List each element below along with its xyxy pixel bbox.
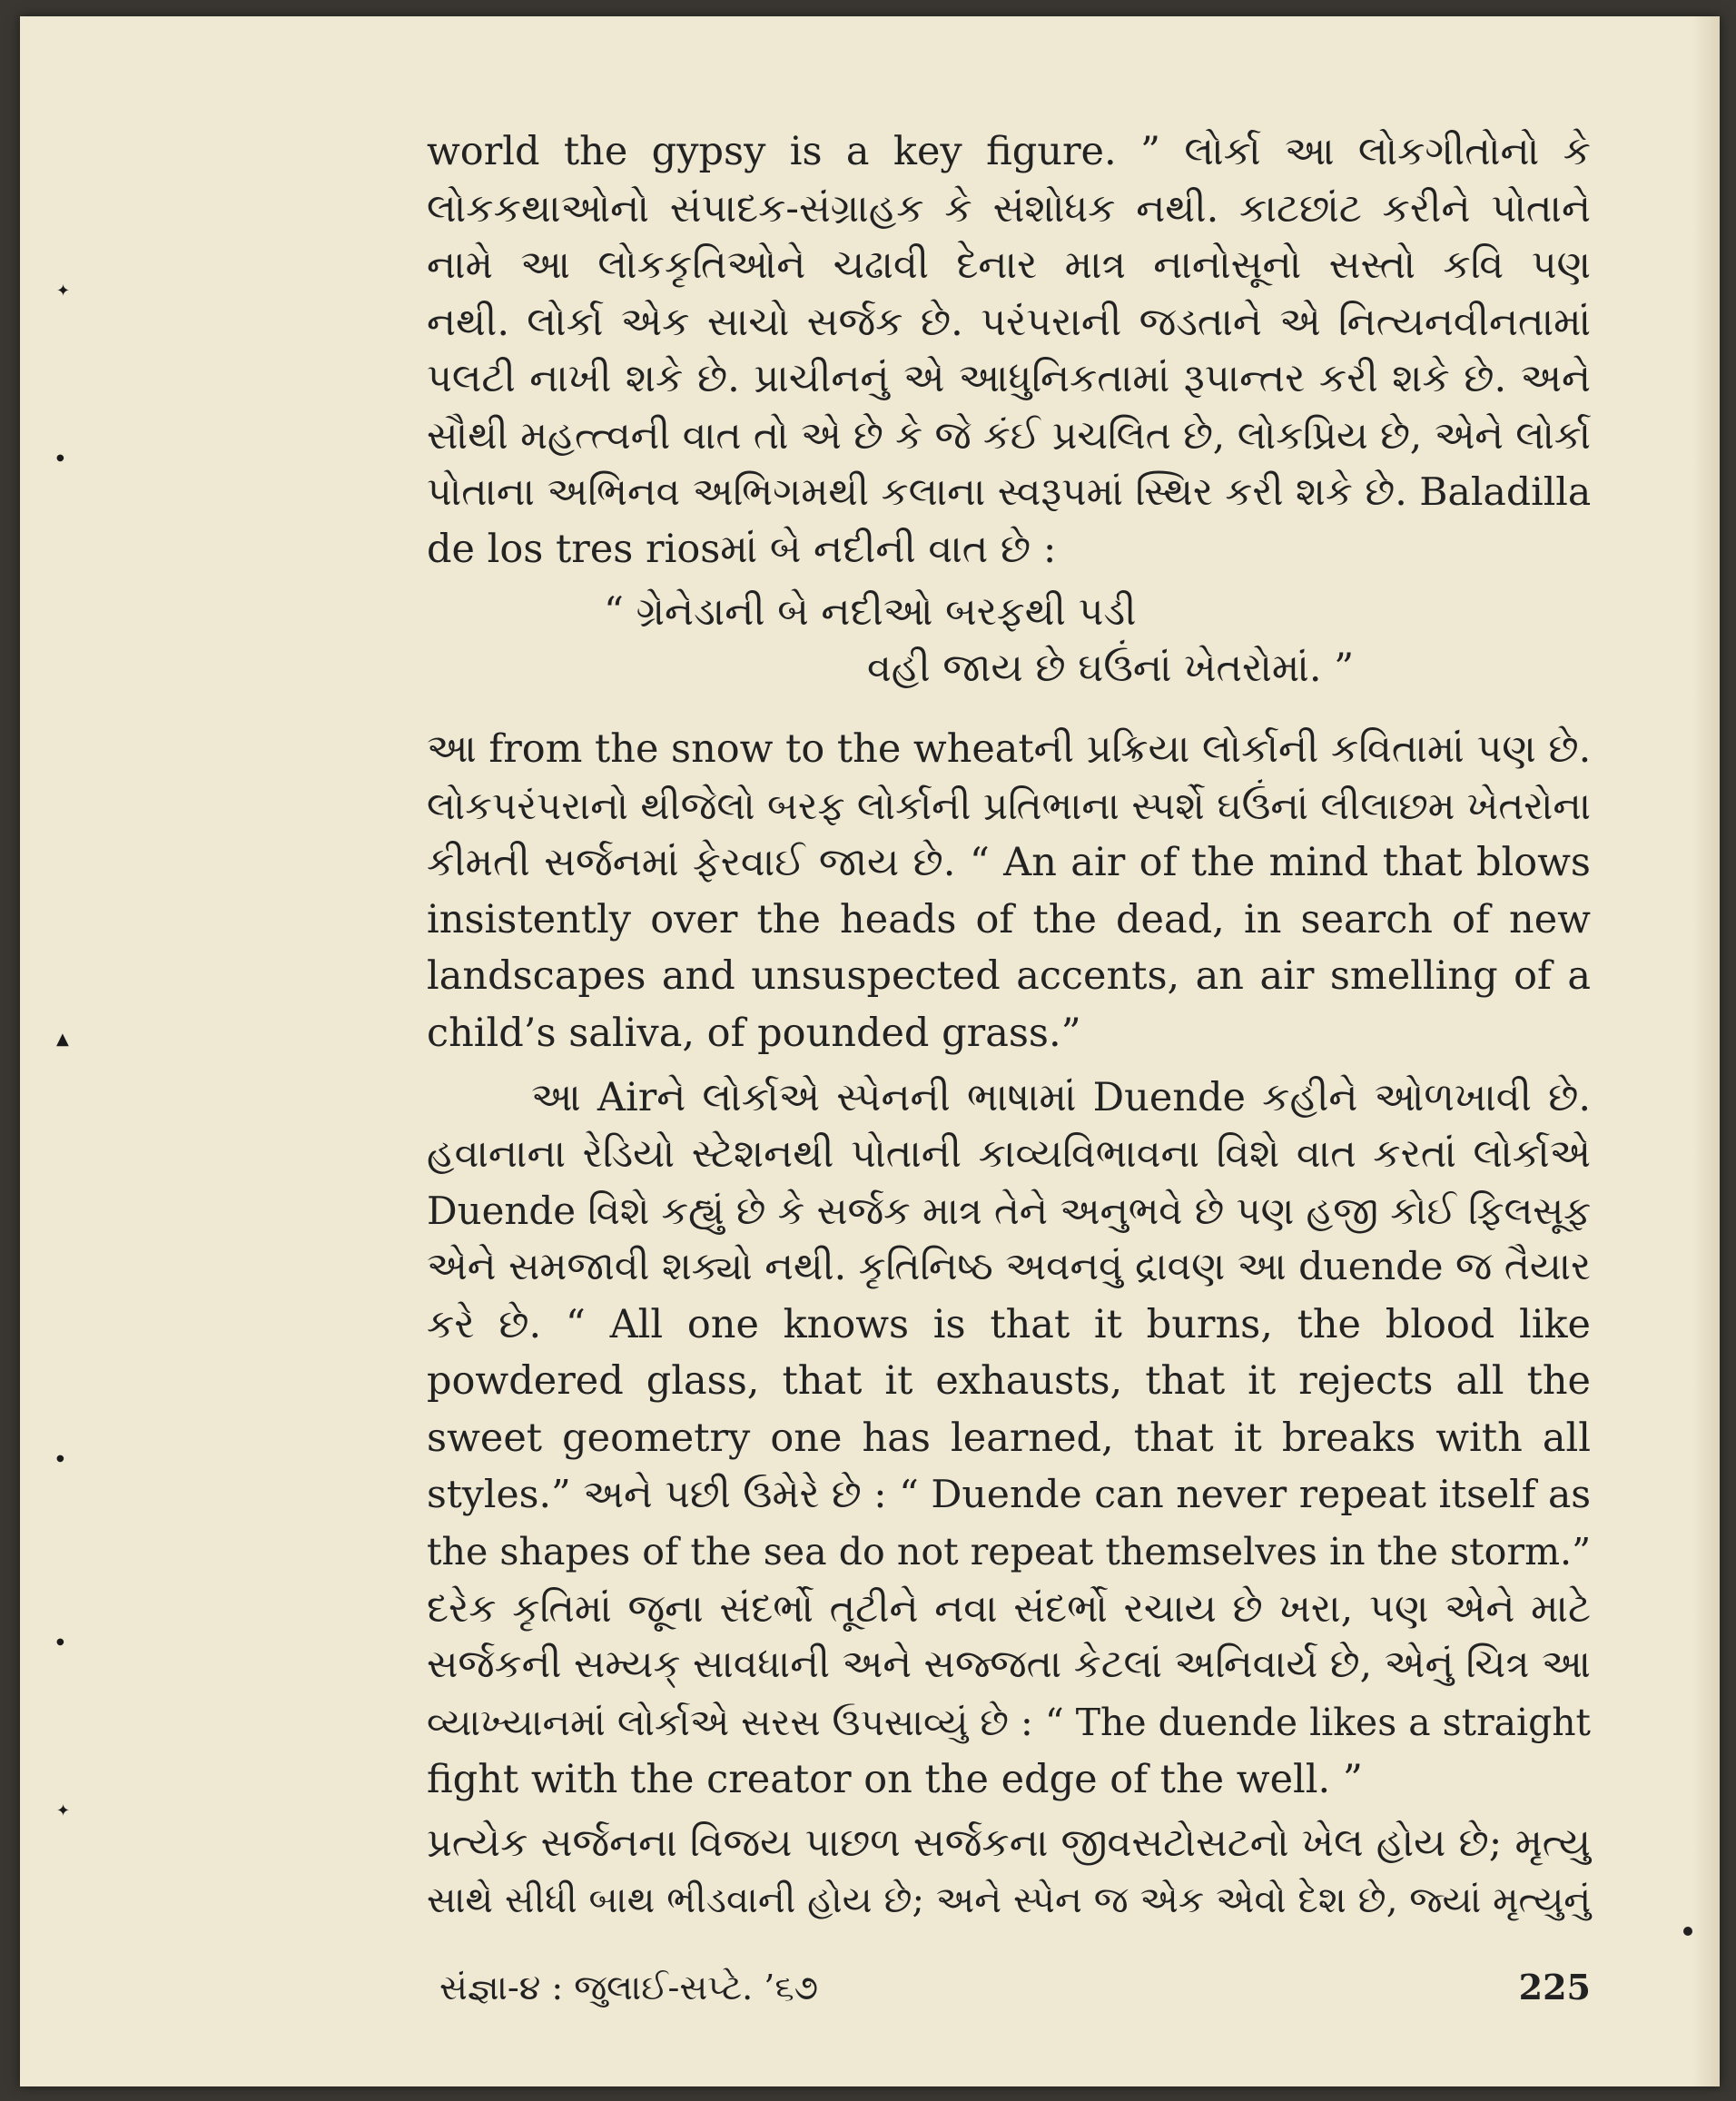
journal-issue-label: સંજ્ઞા-૪ : જુલાઈ-સપ્ટે. ’૬૭ [439,1968,819,2007]
stray-ink-dot [1683,1927,1692,1936]
text-line: વ્યાખ્યાનમાં લોર્કાએ સરસ ઉપસાવ્યું છે : “ The duende likes a straight [427,1701,1591,1745]
text-line: world the gypsy is a key figure. ” લોર્કા આ લોકગીતોનો કે [427,129,1591,174]
text-line: સૌથી મહત્ત્વની વાત તો એ છે કે જે કંઈ પ્રચલિત છે, લોકપ્રિય છે, એને લોર્કા [427,412,1591,458]
binding-mark-icon: ✦ [56,281,71,301]
text-line: Duende વિશે કહ્યું છે કે સર્જક માત્ર તેને અનુભવે છે પણ હજી કોઈ ફિલસૂફ [427,1188,1591,1233]
text-line: લોકપરંપરાનો થીજેલો બરફ લોર્કાની પ્રતિભાના સ્પર્શે ઘઉંનાં લીલાછમ ખેતરોના [427,783,1591,828]
text-line: powdered glass, that it exhausts, that it rejects all the [427,1358,1591,1405]
binding-mark-icon: ▲ [56,1030,69,1049]
text-line: fight with the creator on the edge of the well. ” [427,1756,1363,1802]
text-line: styles.” અને પછી ઉમેરે છે : “ Duende can never repeat itself as [427,1472,1592,1517]
binding-dot-icon: ● [56,1637,64,1647]
binding-mark-icon: ✦ [56,1801,71,1820]
text-line: કરે છે. “ All one knows is that it burns, the blood like [427,1301,1591,1347]
page-number: 225 [1518,1967,1591,2007]
paragraph-gap [427,1062,1591,1070]
text-line: આ Airને લોર્કાએ સ્પેનની ભાષામાં Duende કહીને ઓળખાવી છે. [531,1074,1591,1120]
text-line: child’s saliva, of pounded grass.” [427,1010,1081,1056]
binding-marks [56,16,111,2086]
text-line: હવાનાના રેડિયો સ્ટેશનથી પોતાની કાવ્યવિભાવના વિશે વાત કરતાં લોર્કાએ [427,1131,1591,1178]
paragraph-gap [427,1808,1591,1815]
text-line: દરેક કૃતિમાં જૂના સંદર્ભો તૂટીને નવા સંદર્ભો રચાય છે ખરા, પણ એને માટે [427,1585,1591,1632]
body-text [427,123,1591,1928]
text-line: પોતાના અભિનવ અભિગમથી કલાના સ્વરૂપમાં સ્થિર કરી શકે છે. Baladilla [427,469,1592,515]
text-line: the shapes of the sea do not repeat themselves in the storm.” [427,1530,1592,1574]
text-line: એને સમજાવી શક્યો નથી. કૃતિનિષ્ઠ અવનવું દ્રાવણ આ duende જ તૈયાર [427,1245,1591,1290]
quote-line: “ ગ્રેનેડાની બે નદીઓ બરફથી પડી [604,588,1137,635]
text-line: પલટી નાખી શકે છે. પ્રાચીનનું એ આધુનિકતામાં રૂપાન્તર કરી શકે છે. અને [427,356,1591,402]
text-line: સર્જકની સમ્યક્ સાવધાની અને સજ્જતા કેટલાં અનિવાર્ય છે, એનું ચિત્ર આ [427,1642,1591,1688]
book-page [20,16,1720,2086]
text-line: નામે આ લોકકૃતિઓને ચઢાવી દેનાર માત્ર નાનોસૂનો સસ્તો કવિ પણ [427,242,1591,289]
text-line: de los tres riosમાં બે નદીની વાત છે : [427,527,1057,573]
text-line: પ્રત્યેક સર્જનના વિજય પાછળ સર્જકના જીવસટોસટનો ખેલ હોય છે; મૃત્યુ [427,1820,1591,1867]
text-line: કીમતી સર્જનમાં ફેરવાઈ જાય છે. “ An air of the mind that blows [427,840,1591,886]
binding-dot-icon: ● [56,1454,64,1464]
text-line: સાથે સીધી બાથ ભીડવાની હોય છે; અને સ્પેન જ એક એવો દેશ છે, જ્યાં મૃત્યુનું [427,1879,1592,1921]
binding-dot-icon: ● [56,453,64,463]
text-line: લોકકથાઓનો સંપાદક-સંગ્રાહક કે સંશોધક નથી. કાટછાંટ કરીને પોતાને [427,185,1591,232]
text-line: insistently over the heads of the dead, in search of new [427,896,1591,942]
text-line: sweet geometry one has learned, that it breaks with all [427,1415,1591,1462]
text-line: નથી. લોર્કા એક સાચો સર્જક છે. પરંપરાની જડતાને એ નિત્યનવીનતામાં [427,299,1591,345]
text-line: landscapes and unsuspected accents, an air smelling of a [427,953,1591,1000]
quote-line: વહી જાય છે ઘઉંનાં ખેતરોમાં. ” [867,646,1355,692]
text-line: આ from the snow to the wheatની પ્રક્રિયા લોર્કાની કવિતામાં પણ છે. [427,725,1592,772]
page-edge-shadow [1692,16,1720,2086]
